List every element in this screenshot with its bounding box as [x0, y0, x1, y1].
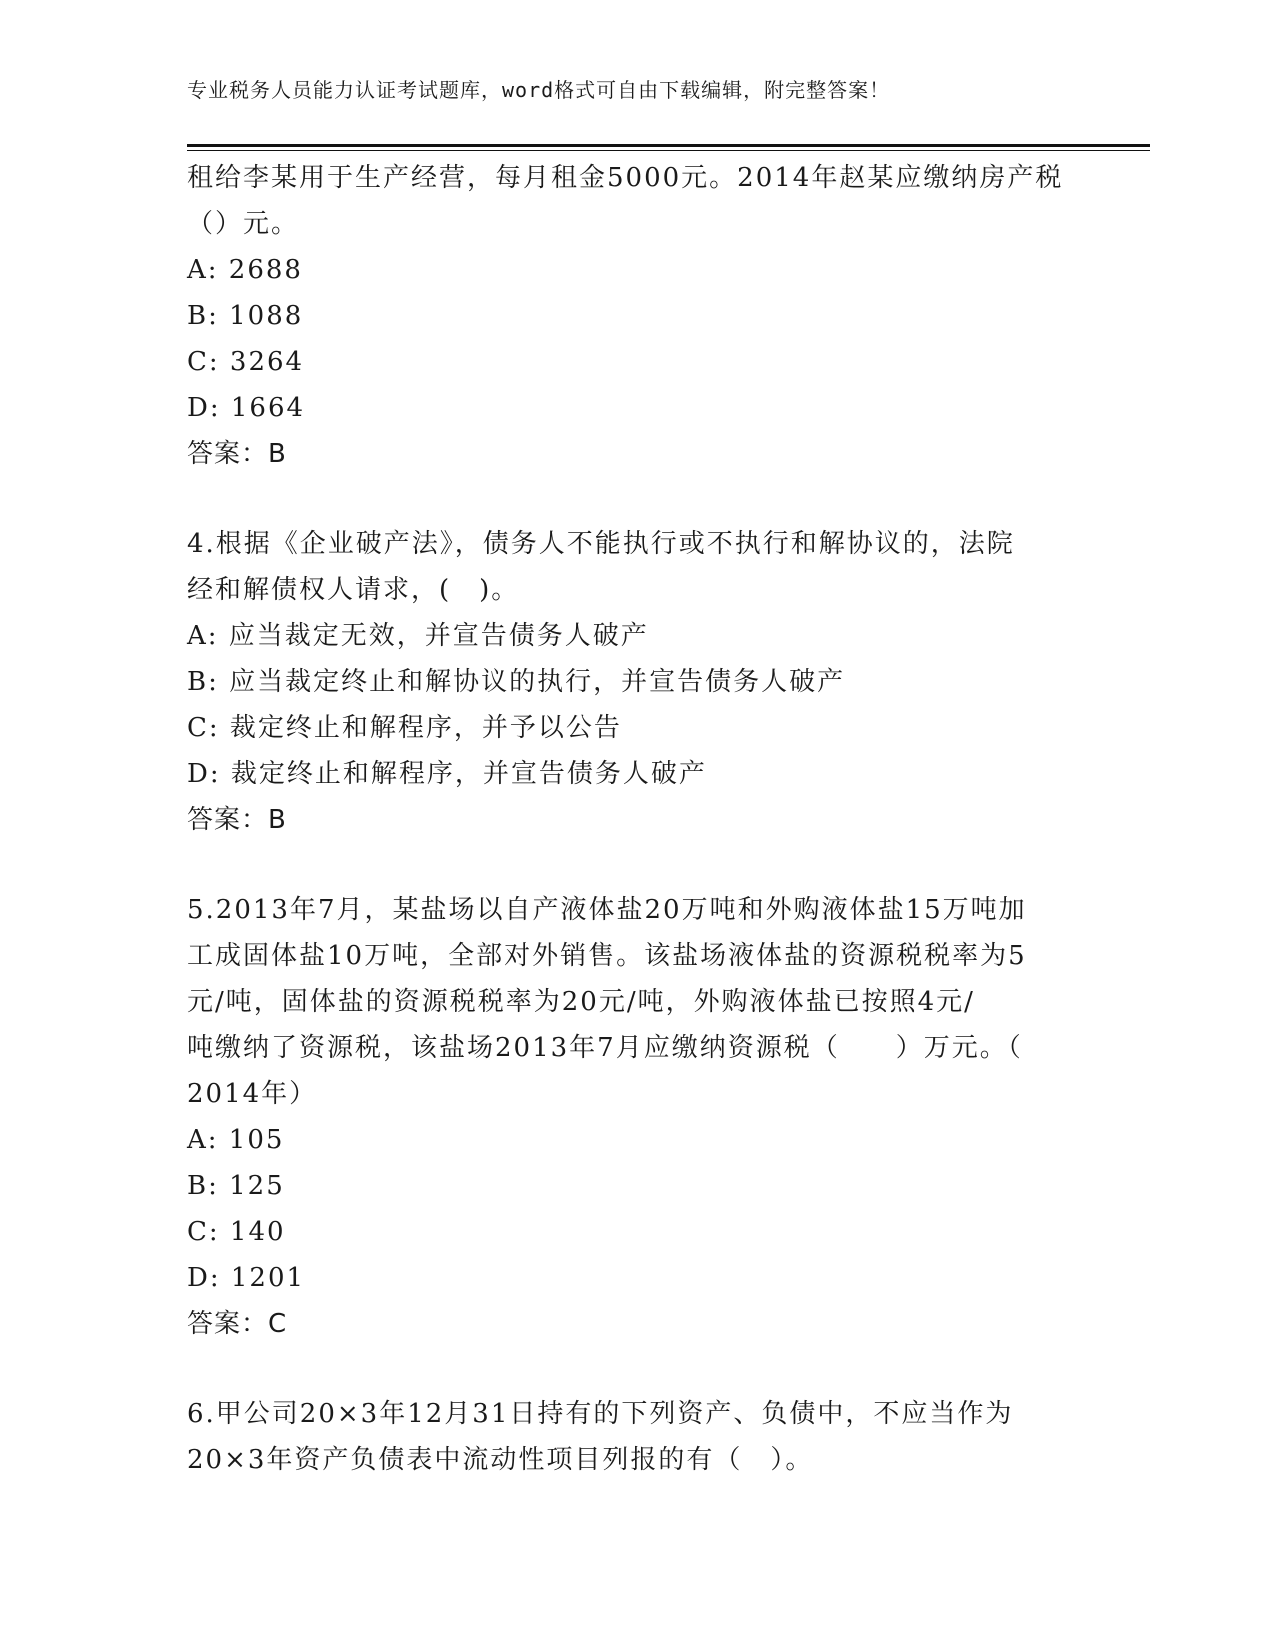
- answer-label: 答案：B: [187, 439, 287, 469]
- question-stem-line: 工成固体盐10万吨，全部对外销售。该盐场液体盐的资源税税率为5: [187, 941, 1027, 971]
- option-a: A: 2688: [187, 255, 303, 285]
- question-list: [187, 155, 1087, 1483]
- header-rule-thin: [187, 150, 1150, 151]
- option-d: D: 1201: [187, 1263, 306, 1293]
- option-d: D: 裁定终止和解程序，并宣告债务人破产: [187, 759, 707, 789]
- question-stem-line: 吨缴纳了资源税，该盐场2013年7月应缴纳资源税（ ）万元。（: [187, 1033, 1023, 1063]
- answer-label: 答案：B: [187, 805, 287, 835]
- question-stem-line: 2014年）: [187, 1079, 318, 1109]
- option-a: A: 105: [187, 1125, 285, 1155]
- option-d: D: 1664: [187, 393, 306, 423]
- answer-label: 答案：C: [187, 1309, 288, 1339]
- option-c: C: 裁定终止和解程序，并予以公告: [187, 713, 622, 743]
- spacer: [187, 477, 1087, 521]
- option-c: C: 140: [187, 1217, 286, 1247]
- option-b: B: 1088: [187, 301, 304, 331]
- question-3: [187, 155, 1087, 477]
- question-stem-line: 6.甲公司20×3年12月31日持有的下列资产、负债中，不应当作为: [187, 1399, 1014, 1429]
- spacer: [187, 1347, 1087, 1391]
- question-stem-line: 租给李某用于生产经营，每月租金5000元。2014年赵某应缴纳房产税: [187, 163, 1064, 193]
- option-c: C: 3264: [187, 347, 305, 377]
- option-a: A: 应当裁定无效，并宣告债务人破产: [187, 621, 649, 651]
- option-b: B: 125: [187, 1171, 285, 1201]
- question-stem-line: 20×3年资产负债表中流动性项目列报的有（ ）。: [187, 1445, 814, 1475]
- question-6: [187, 1391, 1087, 1483]
- question-stem-line: 4.根据《企业破产法》，债务人不能执行或不执行和解协议的，法院: [187, 529, 1015, 559]
- question-5: [187, 887, 1087, 1347]
- question-stem-line: 经和解债权人请求，( )。: [187, 575, 520, 605]
- question-stem-line: （）元。: [187, 209, 300, 239]
- header-rule-thick: [187, 144, 1150, 147]
- page-header: 专业税务人员能力认证考试题库，word格式可自由下载编辑，附完整答案！: [187, 78, 891, 102]
- question-4: [187, 521, 1087, 843]
- question-stem-line: 5.2013年7月，某盐场以自产液体盐20万吨和外购液体盐15万吨加: [187, 895, 1027, 925]
- question-stem-line: 元/吨，固体盐的资源税税率为20元/吨，外购液体盐已按照4元/: [187, 987, 975, 1017]
- option-b: B: 应当裁定终止和解协议的执行，并宣告债务人破产: [187, 667, 846, 697]
- spacer: [187, 843, 1087, 887]
